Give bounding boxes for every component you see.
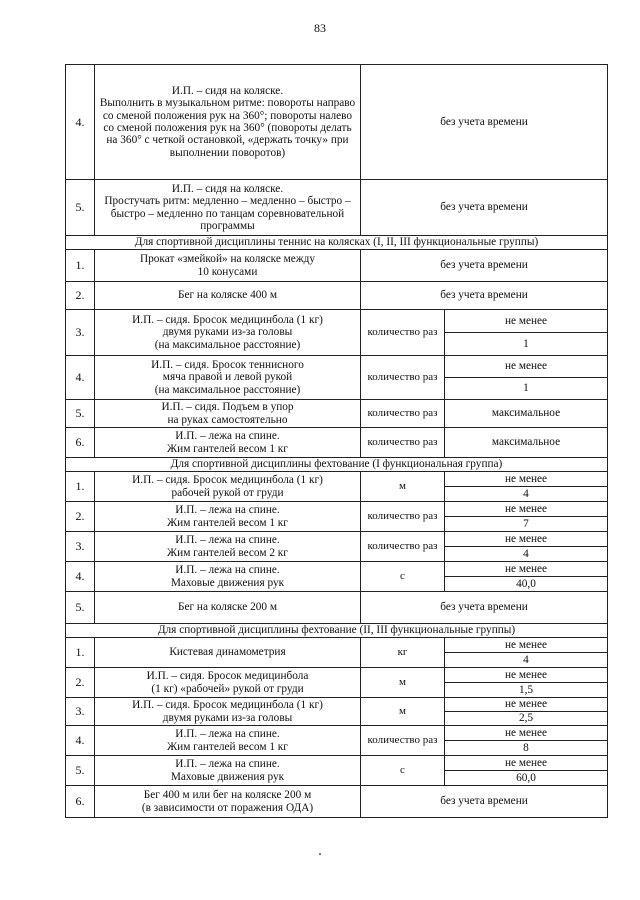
exercise-description: И.П. – лежа на спине. Жим гантелей весом 1 кг [95,726,361,756]
unit-cell: количество раз [361,400,445,428]
norm-value: без учета времени [361,65,608,180]
exercise-description: Бег 400 м или бег на коляске 200 м (в зависимости от поражения ОДА) [95,786,361,818]
row-number: 1. [66,250,95,282]
norm-value: максимальное [445,428,608,458]
exercise-description: Бег на коляске 200 м [95,592,361,624]
row-number: 2. [66,282,95,310]
norm-label: не менее [445,310,608,333]
unit-cell: с [361,756,445,786]
row-number: 1. [66,472,95,502]
exercise-description: И.П. – лежа на спине. Жим гантелей весом 2 кг [95,532,361,562]
norm-value: максимальное [445,400,608,428]
row-number: 5. [66,592,95,624]
table-row [66,400,608,428]
table-row [66,250,608,282]
table-row [66,592,608,624]
table-row [66,310,608,333]
section-title: Для спортивной дисциплины фехтование (I функциональная группа) [66,458,608,472]
norm-value: без учета времени [361,282,608,310]
norm-label: не менее [445,756,608,771]
unit-cell: м [361,472,445,502]
table-row [66,356,608,378]
exercise-description: И.П. – лежа на спине. Жим гантелей весом 1 кг [95,428,361,458]
unit-cell: количество раз [361,428,445,458]
row-number: 3. [66,532,95,562]
unit-cell: с [361,562,445,592]
exercise-description: И.П. – сидя. Бросок медицинбола (1 кг) двумя руками из-за головы (на максимальное расстояние) [95,310,361,356]
table-row [66,786,608,818]
table-row [66,282,608,310]
row-number: 5. [66,756,95,786]
table-row [66,668,608,683]
table-row [66,532,608,547]
row-number: 4. [66,65,95,180]
norm-label: не менее [445,638,608,653]
norm-value: 4 [445,547,608,562]
norm-label: не менее [445,726,608,741]
exercise-description: И.П. – сидя. Бросок медицинбола (1 кг) двумя руками из-за головы [95,698,361,726]
row-number: 5. [66,400,95,428]
exercise-description: Бег на коляске 400 м [95,282,361,310]
scan-speck [319,853,321,855]
norm-value: 8 [445,741,608,756]
norm-value: без учета времени [361,786,608,818]
row-number: 2. [66,502,95,532]
row-number: 6. [66,786,95,818]
unit-cell: количество раз [361,356,445,400]
standards-table [65,64,608,818]
row-number: 3. [66,310,95,356]
norm-label: не менее [445,502,608,517]
unit-cell: кг [361,638,445,668]
norm-label: не менее [445,532,608,547]
norm-value: 4 [445,653,608,668]
exercise-description: И.П. – лежа на спине. Жим гантелей весом 1 кг [95,502,361,532]
row-number: 4. [66,356,95,400]
table-row [66,180,608,236]
table-row [66,698,608,712]
norm-value: 1 [445,378,608,400]
exercise-description: Кистевая динамометрия [95,638,361,668]
table-row [66,638,608,653]
unit-cell: количество раз [361,532,445,562]
norm-label: не менее [445,668,608,683]
exercise-description: Прокат «змейкой» на коляске между 10 конусами [95,250,361,282]
row-number: 4. [66,726,95,756]
section-title: Для спортивной дисциплины фехтование (II, III функциональные группы) [66,624,608,638]
norm-value: без учета времени [361,250,608,282]
section-title: Для спортивной дисциплины теннис на колясках (I, II, III функциональные группы) [66,236,608,250]
row-number: 4. [66,562,95,592]
section-header-row [66,624,608,638]
exercise-description: И.П. – сидя. Бросок медицинбола (1 кг) «рабочей» рукой от груди [95,668,361,698]
norm-value: 1,5 [445,683,608,698]
norm-value: 1 [445,333,608,356]
norm-value: без учета времени [361,180,608,236]
table-row [66,562,608,577]
norm-label: не менее [445,698,608,712]
table-row [66,502,608,517]
unit-cell: количество раз [361,310,445,356]
unit-cell: количество раз [361,726,445,756]
row-number: 6. [66,428,95,458]
row-number: 5. [66,180,95,236]
unit-cell: м [361,698,445,726]
norm-value: 7 [445,517,608,532]
standards-table-body [66,65,608,818]
row-number: 3. [66,698,95,726]
norm-label: не менее [445,472,608,487]
exercise-description: И.П. – сидя. Бросок медицинбола (1 кг) рабочей рукой от груди [95,472,361,502]
exercise-description: И.П. – сидя. Бросок теннисного мяча правой и левой рукой (на максимальное расстояние) [95,356,361,400]
table-row [66,726,608,741]
table-row [66,756,608,771]
norm-value: 60,0 [445,771,608,786]
norm-value: 2,5 [445,712,608,726]
table-row [66,472,608,487]
exercise-description: И.П. – сидя. Подъем в упор на руках самостоятельно [95,400,361,428]
row-number: 1. [66,638,95,668]
norm-value: без учета времени [361,592,608,624]
table-row [66,428,608,458]
section-header-row [66,236,608,250]
page-number: 83 [314,21,326,35]
row-number: 2. [66,668,95,698]
exercise-description: И.П. – сидя на коляске. Простучать ритм: медленно – медленно – быстро – быстро – медленно по танцам соревновательной программы [95,180,361,236]
exercise-description: И.П. – лежа на спине. Маховые движения рук [95,756,361,786]
norm-value: 4 [445,487,608,502]
exercise-description: И.П. – сидя на коляске. Выполнить в музыкальном ритме: повороты направо со сменой положения рук на 360°; повороты налево со сменой положения рук на 360° (повороты делать на 360° с четкой остановкой, «держать точку» при выполнении поворотов) [95,65,361,180]
norm-label: не менее [445,562,608,577]
section-header-row [66,458,608,472]
table-row [66,65,608,180]
norm-value: 40,0 [445,577,608,592]
unit-cell: количество раз [361,502,445,532]
norm-label: не менее [445,356,608,378]
unit-cell: м [361,668,445,698]
exercise-description: И.П. – лежа на спине. Маховые движения рук [95,562,361,592]
